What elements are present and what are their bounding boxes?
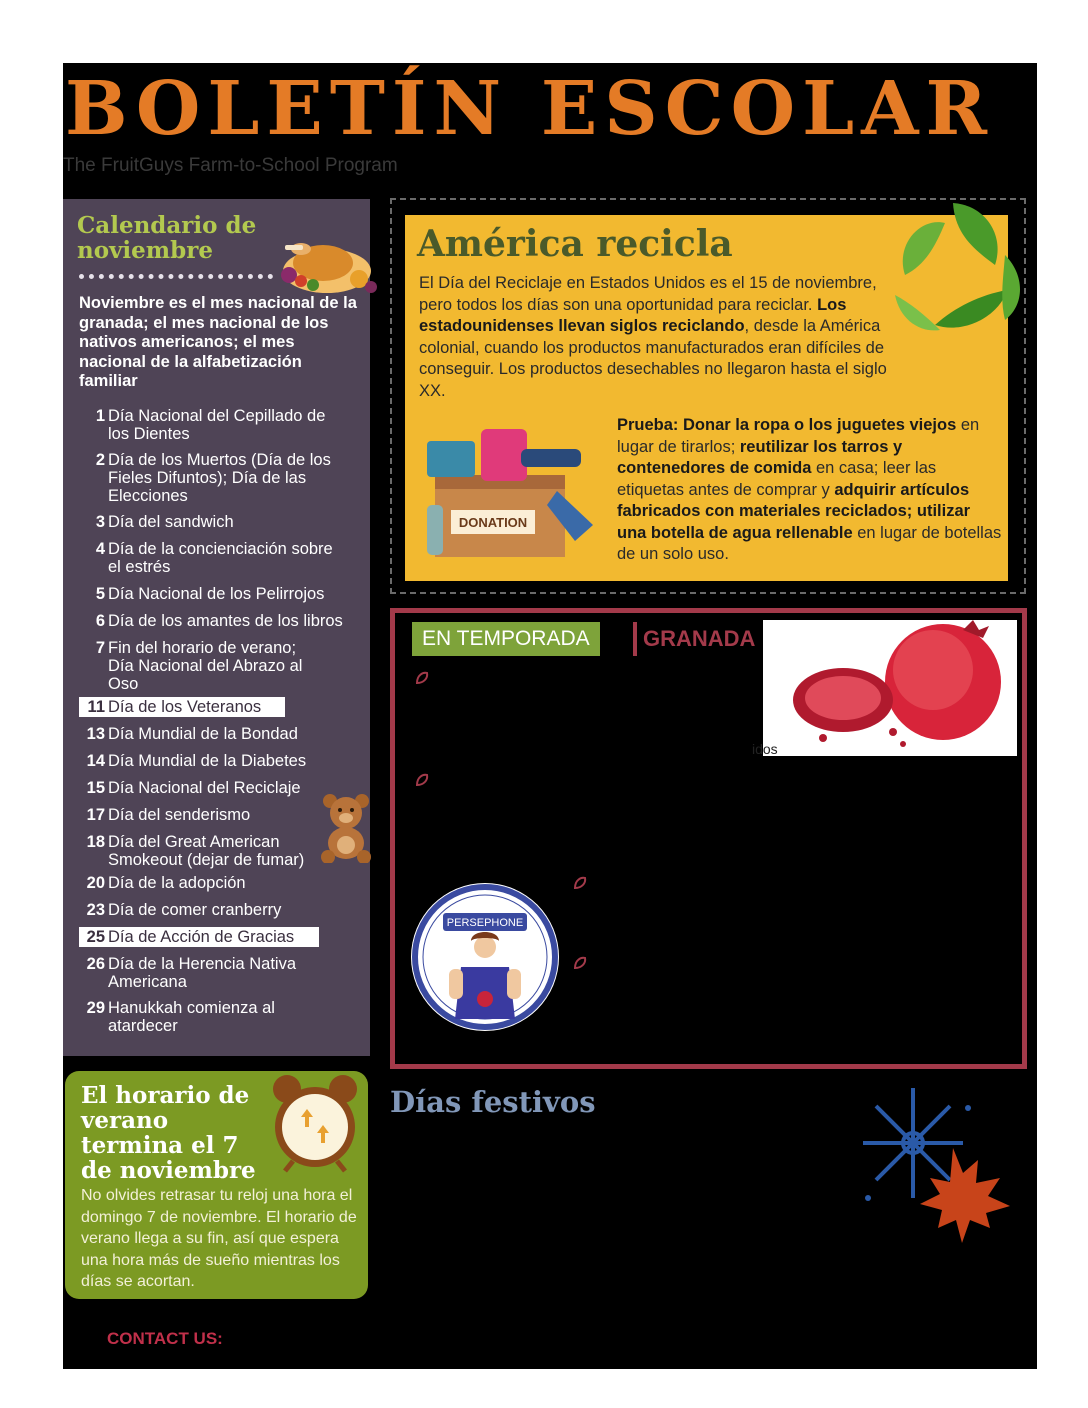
calendar-event xyxy=(79,540,349,576)
event-day: 2 xyxy=(95,451,105,469)
recycle-p1-text-end: , desde la América colonial, cuando los productos manufacturados eran difíciles de conseguir. Los productos desechables no llegaron hasta el siglo XX. xyxy=(419,317,887,400)
dotted-divider xyxy=(79,274,273,289)
calendar-event xyxy=(79,407,349,443)
persephone-illustration xyxy=(409,881,561,1033)
recycle-p1-text: El Día del Reciclaje en Estados Unidos es el 15 de noviembre, pero todos los días son una oportunidad para reciclar. xyxy=(419,274,877,314)
event-text: Fin del horario de verano; Día Nacional del Abrazo al Oso xyxy=(108,639,303,693)
event-text: Día Mundial de la Bondad xyxy=(108,725,298,743)
event-text: Hanukkah comienza al atardecer xyxy=(108,999,275,1035)
calendar-intro: Noviembre es el mes nacional de la granada; el mes nacional de los nativos americanos; el mes nacional de la alfabetización familiar xyxy=(79,294,357,390)
snowflake-maple-leaf-icon xyxy=(858,1078,1018,1243)
recycle-paragraph-1 xyxy=(419,273,889,402)
dst-title: El horario de verano termina el 7 de noviembre xyxy=(81,1082,256,1184)
event-text: Día de la adopción xyxy=(108,874,246,892)
leaf-bullet-icon xyxy=(573,876,587,890)
event-text: Día de los amantes de los libros xyxy=(108,612,343,630)
fruit-name: GRANADA xyxy=(633,622,755,656)
recycle-title: América recicla xyxy=(417,223,733,265)
alarm-clock-icon xyxy=(265,1063,365,1183)
event-day: 7 xyxy=(95,639,105,657)
newsletter-page xyxy=(63,63,1037,1369)
pomegranate-image xyxy=(763,620,1017,756)
dst-body: No olvides retrasar tu reloj una hora el domingo 7 de noviembre. El horario de verano llega a su fin, así que espera una hora más de sueño mientras los días se acortan. xyxy=(81,1187,357,1290)
calendar-event-highlighted xyxy=(79,697,285,717)
calendar-panel xyxy=(63,199,370,1056)
event-day: 17 xyxy=(86,806,105,824)
calendar-event xyxy=(79,513,349,531)
calendar-title: Calendario de noviembre xyxy=(77,212,257,264)
leaf-bullet-icon xyxy=(573,956,587,970)
leaf-bullet-icon xyxy=(415,671,429,685)
newsletter-title: BOLETÍN ESCOLAR xyxy=(65,66,995,152)
event-text: Día de la Herencia Nativa Americana xyxy=(108,955,297,991)
donation-box-icon xyxy=(417,405,607,565)
event-day: 23 xyxy=(86,901,105,919)
event-text: Día de los Muertos (Día de los Fieles Difuntos); Día de las Elecciones xyxy=(108,451,331,505)
persephone-label: PERSEPHONE xyxy=(446,917,524,929)
event-day: 6 xyxy=(95,612,105,630)
calendar-event xyxy=(79,639,349,693)
calendar-event xyxy=(79,451,349,505)
event-day: 25 xyxy=(86,928,105,946)
calendar-event-highlighted xyxy=(79,927,319,947)
cut-off-text: idos xyxy=(752,741,778,757)
recycle-p2-text-2: en casa; leer las etiquetas antes de comprar y xyxy=(617,459,937,499)
in-season-section xyxy=(390,608,1027,1069)
event-text: Día de los Veteranos xyxy=(108,698,262,716)
event-day: 1 xyxy=(95,407,105,425)
recycle-p2-bold-1: Prueba: Donar la ropa o los juguetes viejos xyxy=(617,416,957,434)
calendar-event xyxy=(79,806,349,824)
event-day: 13 xyxy=(86,725,105,743)
teddy-bear-icon xyxy=(318,791,374,863)
daylight-saving-box xyxy=(65,1071,368,1299)
calendar-event xyxy=(79,955,349,991)
event-day: 11 xyxy=(87,698,105,716)
newsletter-subtitle: The FruitGuys Farm-to-School Program xyxy=(63,155,398,176)
event-day: 4 xyxy=(95,540,105,558)
event-day: 18 xyxy=(86,833,105,851)
calendar-event xyxy=(79,752,349,770)
calendar-event xyxy=(79,612,349,630)
in-season-tag: EN TEMPORADA xyxy=(412,622,600,656)
recycle-paragraph-2 xyxy=(617,415,1002,566)
event-day: 3 xyxy=(95,513,105,531)
event-text: Día del Great American Smokeout (dejar de fumar) xyxy=(108,833,305,869)
event-day: 15 xyxy=(86,779,105,797)
calendar-event xyxy=(79,833,349,869)
event-text: Día Mundial de la Diabetes xyxy=(108,752,307,770)
turkey-icon xyxy=(261,229,383,299)
calendar-event xyxy=(79,585,349,603)
recycle-p1-bold: Los estadounidenses llevan siglos reciclando xyxy=(419,295,847,335)
recycle-p2-bold-3: adquirir artículos fabricados con materiales reciclados; utilizar una botella de agua rellenable xyxy=(617,480,971,542)
calendar-event xyxy=(79,901,349,919)
event-day: 14 xyxy=(86,752,105,770)
holidays-title: Días festivos xyxy=(390,1085,596,1119)
donation-label: DONATION xyxy=(458,515,528,530)
event-day: 29 xyxy=(86,999,105,1017)
event-text: Día Nacional del Reciclaje xyxy=(108,779,301,797)
calendar-event xyxy=(79,999,349,1035)
calendar-event xyxy=(79,779,349,797)
leaf-bullet-icon xyxy=(415,773,429,787)
calendar-event xyxy=(79,874,349,892)
event-text: Día Nacional del Cepillado de los Dientes xyxy=(108,407,326,443)
recycle-section xyxy=(405,215,1008,581)
recycle-leaves-icon xyxy=(875,195,1035,345)
event-text: Día de la concienciación sobre el estrés xyxy=(108,540,333,576)
event-day: 20 xyxy=(86,874,105,892)
event-text: Día Nacional de los Pelirrojos xyxy=(108,585,325,603)
event-text: Día del sandwich xyxy=(108,513,234,531)
event-day: 26 xyxy=(86,955,105,973)
recycle-p2-text-1: en lugar de tirarlos; xyxy=(617,416,980,456)
recycle-p2-bold-2: reutilizar los tarros y contenedores de comida xyxy=(617,437,903,477)
contact-label: CONTACT US: xyxy=(107,1329,223,1348)
recycle-p2-text-3: en lugar de botellas de un solo uso. xyxy=(617,523,1002,563)
event-text: Día de comer cranberry xyxy=(108,901,282,919)
event-text: Día de Acción de Gracias xyxy=(108,928,295,946)
calendar-event xyxy=(79,725,349,743)
event-day: 5 xyxy=(95,585,105,603)
event-text: Día del senderismo xyxy=(108,806,251,824)
